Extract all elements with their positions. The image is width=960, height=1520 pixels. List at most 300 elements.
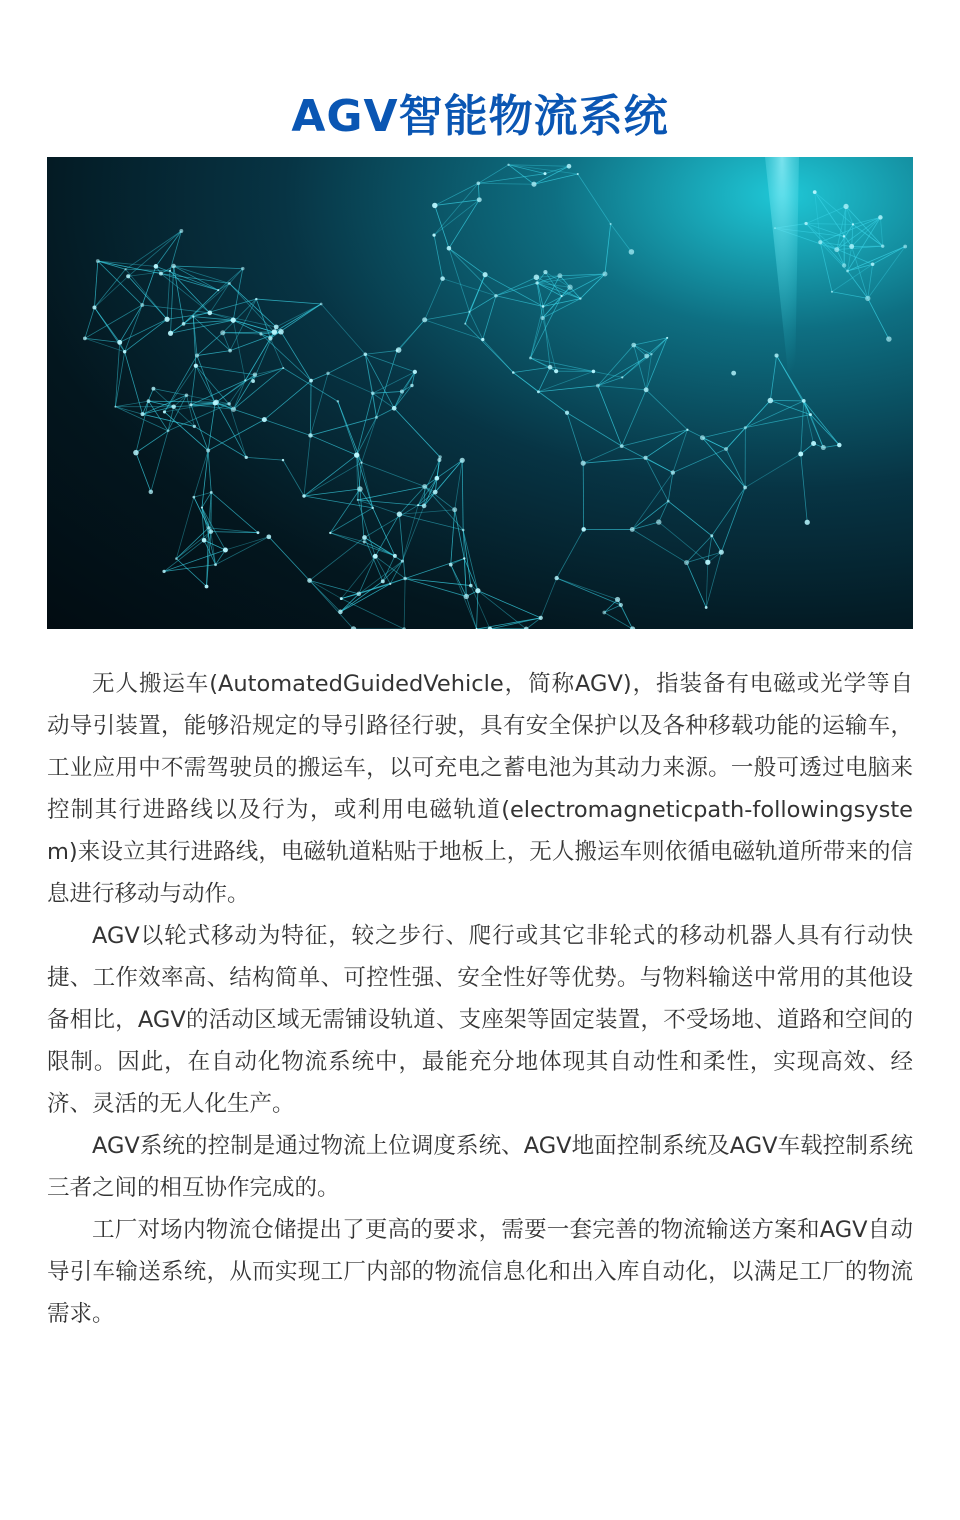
network-link (598, 386, 622, 446)
network-link (168, 407, 174, 431)
network-link (167, 271, 170, 319)
network-node (329, 532, 331, 534)
network-node (805, 520, 810, 525)
network-node (666, 337, 668, 339)
network-link (115, 352, 124, 407)
network-link (604, 600, 617, 613)
network-link (478, 591, 526, 629)
network-link (365, 354, 376, 417)
network-node (852, 223, 854, 225)
network-link (646, 430, 688, 458)
network-node (555, 576, 559, 580)
network-link (208, 451, 211, 493)
network-link (94, 276, 128, 307)
network-node (437, 458, 441, 462)
network-node (846, 270, 849, 273)
network-node (644, 387, 649, 392)
network-node (149, 490, 154, 495)
network-node (363, 540, 366, 543)
network-link (659, 522, 708, 562)
network-link (208, 420, 264, 451)
network-link (310, 580, 354, 629)
network-link (304, 435, 310, 496)
network-link (534, 174, 578, 184)
network-node (207, 526, 210, 529)
network-node (512, 371, 515, 374)
network-node (475, 588, 480, 593)
network-node (543, 172, 546, 175)
network-link (530, 306, 543, 358)
network-node (401, 560, 404, 563)
network-link (543, 299, 581, 318)
network-node (114, 406, 116, 408)
network-node (231, 318, 236, 323)
network-node (539, 616, 543, 620)
network-node (357, 486, 362, 491)
network-node (282, 459, 284, 461)
network-link (330, 508, 372, 533)
network-node (743, 486, 747, 490)
network-link (604, 605, 621, 612)
network-node (201, 507, 203, 509)
network-link (310, 580, 342, 598)
network-node (813, 190, 817, 194)
network-node (541, 316, 545, 320)
network-node (809, 413, 812, 416)
network-link (357, 417, 377, 455)
network-node (375, 416, 378, 419)
network-node (206, 449, 210, 453)
page-title: AGV智能物流系统 (291, 91, 669, 143)
network-node (537, 390, 540, 393)
network-node (231, 407, 236, 412)
network-link (269, 537, 310, 581)
network-link (196, 366, 255, 375)
network-link (567, 413, 583, 463)
network-link (94, 261, 97, 307)
network-node (774, 353, 778, 357)
network-link (362, 417, 377, 462)
network-link (425, 320, 483, 340)
network-node (83, 336, 87, 340)
network-node (214, 563, 217, 566)
network-node (579, 297, 581, 299)
network-node (393, 554, 397, 558)
network-link (451, 565, 477, 629)
network-node (266, 534, 271, 539)
network-node (389, 583, 391, 585)
network-node (464, 594, 469, 599)
network-node (278, 329, 284, 335)
network-link (128, 276, 167, 319)
network-node (202, 538, 207, 543)
network-node (96, 259, 100, 263)
network-node (686, 429, 688, 431)
network-link (425, 312, 470, 320)
network-node (535, 281, 538, 284)
network-node (705, 606, 708, 609)
network-node (209, 529, 214, 534)
network-link (274, 304, 321, 332)
network-link (557, 578, 618, 599)
network-node (245, 456, 248, 459)
network-link (404, 578, 405, 629)
network-node (524, 627, 529, 629)
network-node (422, 504, 427, 509)
network-node (140, 303, 144, 307)
network-node (340, 597, 343, 600)
network-link (449, 248, 470, 312)
network-node (557, 273, 562, 278)
network-node (684, 560, 689, 565)
network-node (164, 317, 169, 322)
network-node (731, 371, 736, 376)
network-link (373, 508, 395, 556)
network-node (371, 391, 375, 395)
network-link (435, 205, 449, 248)
network-link (646, 390, 687, 430)
network-link (465, 312, 469, 324)
network-link (310, 417, 376, 435)
network-node (656, 519, 661, 524)
network-node (615, 597, 620, 602)
network-node (567, 164, 572, 169)
network-link (94, 307, 124, 351)
network-node (432, 203, 437, 208)
network-link (513, 367, 550, 372)
network-node (205, 585, 209, 589)
network-link (435, 183, 479, 205)
network-node (171, 404, 175, 408)
network-node (744, 426, 747, 429)
network-node (274, 325, 279, 330)
network-node (477, 181, 481, 185)
network-node (193, 425, 196, 428)
network-node (171, 264, 176, 269)
network-link (94, 269, 125, 307)
network-link (687, 430, 726, 449)
network-link (358, 500, 424, 506)
network-node (834, 247, 839, 252)
network-link (310, 373, 328, 435)
network-node (481, 338, 484, 341)
network-node (422, 317, 427, 322)
network-node (307, 578, 312, 583)
network-link (321, 304, 365, 354)
network-link (852, 217, 881, 246)
network-link (477, 591, 478, 629)
network-node (354, 452, 359, 457)
network-node (577, 173, 579, 175)
network-node (548, 365, 553, 370)
network-link (820, 217, 880, 242)
network-link (668, 501, 712, 536)
network-node (163, 410, 166, 413)
network-node (92, 305, 96, 309)
network-node (337, 400, 339, 402)
network-link (646, 338, 667, 390)
network-node (147, 399, 151, 403)
network-link (659, 501, 668, 522)
network-node (253, 373, 257, 377)
network-node (214, 400, 219, 405)
network-link (634, 338, 667, 345)
network-link (270, 304, 321, 338)
network-link (598, 386, 646, 390)
network-link (149, 401, 217, 402)
network-node (373, 554, 378, 559)
network-link (142, 305, 210, 313)
network-link (276, 304, 321, 327)
network-node (804, 222, 807, 225)
network-node (413, 370, 417, 374)
network-node (631, 343, 636, 348)
paragraph-3: AGV系统的控制是通过物流上位调度系统、AGV地面控制系统及AGV车载控制系统三者之间的相互协作完成的。 (47, 1133, 913, 1201)
network-node (542, 305, 545, 308)
network-node (432, 233, 435, 236)
network-link (204, 540, 225, 550)
network-node (195, 354, 199, 358)
network-link (405, 578, 471, 585)
network-node (700, 435, 705, 440)
network-node (871, 262, 875, 266)
network-link (580, 274, 605, 299)
network-node (228, 349, 232, 353)
network-link (194, 426, 246, 457)
network-link (143, 414, 195, 426)
network-node (220, 330, 225, 335)
network-link (310, 580, 359, 593)
network-link (668, 473, 673, 502)
network-node (768, 398, 774, 404)
hero-image (47, 157, 913, 629)
network-link (852, 246, 868, 298)
network-link (567, 413, 622, 446)
network-link (462, 460, 463, 530)
network-node (710, 534, 713, 537)
network-link (702, 438, 745, 488)
network-link (434, 183, 478, 235)
network-link (810, 415, 839, 445)
network-link (449, 200, 479, 248)
network-link (632, 473, 673, 530)
network-node (610, 223, 612, 225)
network-node (179, 229, 183, 233)
network-node (469, 584, 473, 588)
network-link (673, 449, 726, 473)
network-node (567, 285, 572, 290)
network-node (151, 387, 155, 391)
network-link (310, 435, 356, 455)
network-link (394, 385, 412, 408)
network-node (529, 357, 532, 360)
network-link (634, 345, 646, 390)
network-link (304, 489, 360, 496)
network-node (650, 353, 652, 355)
network-node (565, 411, 569, 415)
network-link (478, 183, 534, 184)
network-link (832, 292, 868, 299)
network-link (174, 266, 243, 269)
network-link (176, 497, 194, 559)
network-node (629, 249, 635, 255)
network-link (651, 338, 667, 354)
network-node (447, 246, 452, 251)
network-link (98, 261, 161, 274)
network-link (622, 390, 646, 446)
network-node (821, 445, 826, 450)
network-node (865, 296, 870, 301)
network-node (602, 611, 606, 615)
network-node (123, 350, 126, 353)
network-node (449, 563, 453, 567)
network-link (578, 174, 611, 224)
network-link (365, 354, 394, 408)
network-link (451, 565, 467, 597)
network-link (174, 395, 187, 406)
network-node (402, 627, 406, 629)
network-link (868, 298, 889, 339)
network-node (581, 527, 585, 531)
network-link (530, 358, 550, 367)
network-node (592, 370, 596, 374)
network-link (605, 224, 611, 274)
network-node (192, 316, 194, 318)
network-node (217, 289, 219, 291)
network-node (126, 274, 130, 278)
network-link (712, 536, 722, 552)
network-node (117, 340, 122, 345)
network-node (705, 560, 710, 565)
network-link (496, 277, 536, 296)
paragraph-2: AGV以轮式移动为特征，较之步行、爬行或其它非轮式的移动机器人具有行动快捷、工作效率高、结构简单、可控性强、安全性好等优势。与物料输送中常用的其他设备相比，AGV的活动区域无需铺设轨道、支座架等固定装置，不受场地、道路和空间的限制。因此，在自动化物流系统中，最能充分地体现其自动性和柔性，实现高效、经济、灵活的无人化生产。 (47, 923, 913, 1117)
network-link (538, 392, 567, 413)
network-node (338, 610, 343, 615)
network-link (151, 431, 168, 492)
network-node (534, 274, 540, 280)
network-node (477, 197, 482, 202)
network-link (801, 401, 804, 454)
network-link (399, 514, 405, 578)
network-link (541, 578, 557, 618)
network-link (611, 224, 632, 252)
network-link (304, 455, 357, 496)
network-node (417, 504, 419, 506)
network-node (543, 270, 547, 274)
network-link (246, 457, 283, 460)
network-link (702, 428, 745, 438)
network-link (170, 271, 210, 313)
network-node (630, 626, 635, 629)
network-node (159, 272, 163, 276)
network-link (170, 231, 181, 271)
network-link (478, 183, 479, 200)
network-node (309, 379, 313, 383)
network-link (115, 342, 119, 406)
network-node (462, 529, 465, 532)
network-link (806, 224, 853, 225)
network-link (425, 486, 455, 509)
network-node (194, 364, 198, 368)
network-link (483, 339, 514, 372)
network-link (211, 492, 258, 532)
network-link (801, 454, 808, 522)
network-link (622, 338, 667, 378)
network-link (264, 420, 310, 436)
network-link (126, 231, 182, 269)
network-link (115, 401, 148, 407)
network-node (724, 447, 728, 451)
network-link (215, 403, 264, 420)
network-link (852, 224, 853, 246)
network-link (373, 392, 402, 394)
network-node (531, 182, 536, 187)
network-node (621, 376, 623, 378)
network-link (804, 401, 824, 448)
network-node (357, 592, 362, 597)
paragraph-4: 工厂对场内物流仓储提出了更高的要求，需要一套完善的物流输送方案和AGV自动导引车输送系统，从而实现工厂内部的物流信息化和出入库自动化，以满足工厂的物流需求。 (47, 1217, 913, 1327)
network-link (362, 463, 425, 487)
network-link (464, 559, 466, 597)
network-link (837, 217, 881, 249)
network-link (330, 489, 360, 533)
network-node (308, 433, 312, 437)
network-link (223, 333, 230, 351)
network-link (365, 354, 415, 372)
network-link (478, 165, 508, 184)
network-link (673, 430, 688, 473)
network-node (282, 367, 284, 369)
network-node (878, 215, 883, 220)
network-node (302, 494, 305, 497)
network-link (330, 533, 364, 542)
network-link (687, 563, 707, 608)
article-body (47, 663, 913, 1335)
light-beam (765, 157, 799, 382)
network-node (619, 603, 623, 607)
network-link (496, 296, 543, 307)
network-node (400, 389, 404, 393)
network-link (706, 562, 708, 607)
network-node (223, 548, 228, 553)
network-node (644, 456, 648, 460)
network-link (328, 373, 373, 393)
network-node (392, 406, 397, 411)
network-link (543, 299, 580, 307)
network-node (602, 272, 607, 277)
network-node (903, 245, 907, 249)
network-link (478, 591, 541, 618)
network-link (770, 356, 776, 401)
network-node (843, 235, 845, 237)
network-link (646, 354, 651, 390)
network-node (410, 384, 413, 387)
network-link (557, 529, 584, 578)
network-node (381, 579, 385, 583)
network-node (719, 550, 724, 555)
network-link (310, 538, 365, 581)
network-link (340, 584, 390, 612)
network-link (256, 299, 321, 304)
network-node (842, 263, 846, 267)
network-node (192, 496, 195, 499)
network-node (483, 272, 488, 277)
network-node (452, 507, 457, 512)
network-node (435, 476, 440, 481)
network-node (422, 484, 427, 489)
network-link (434, 235, 443, 279)
network-node (630, 527, 635, 532)
